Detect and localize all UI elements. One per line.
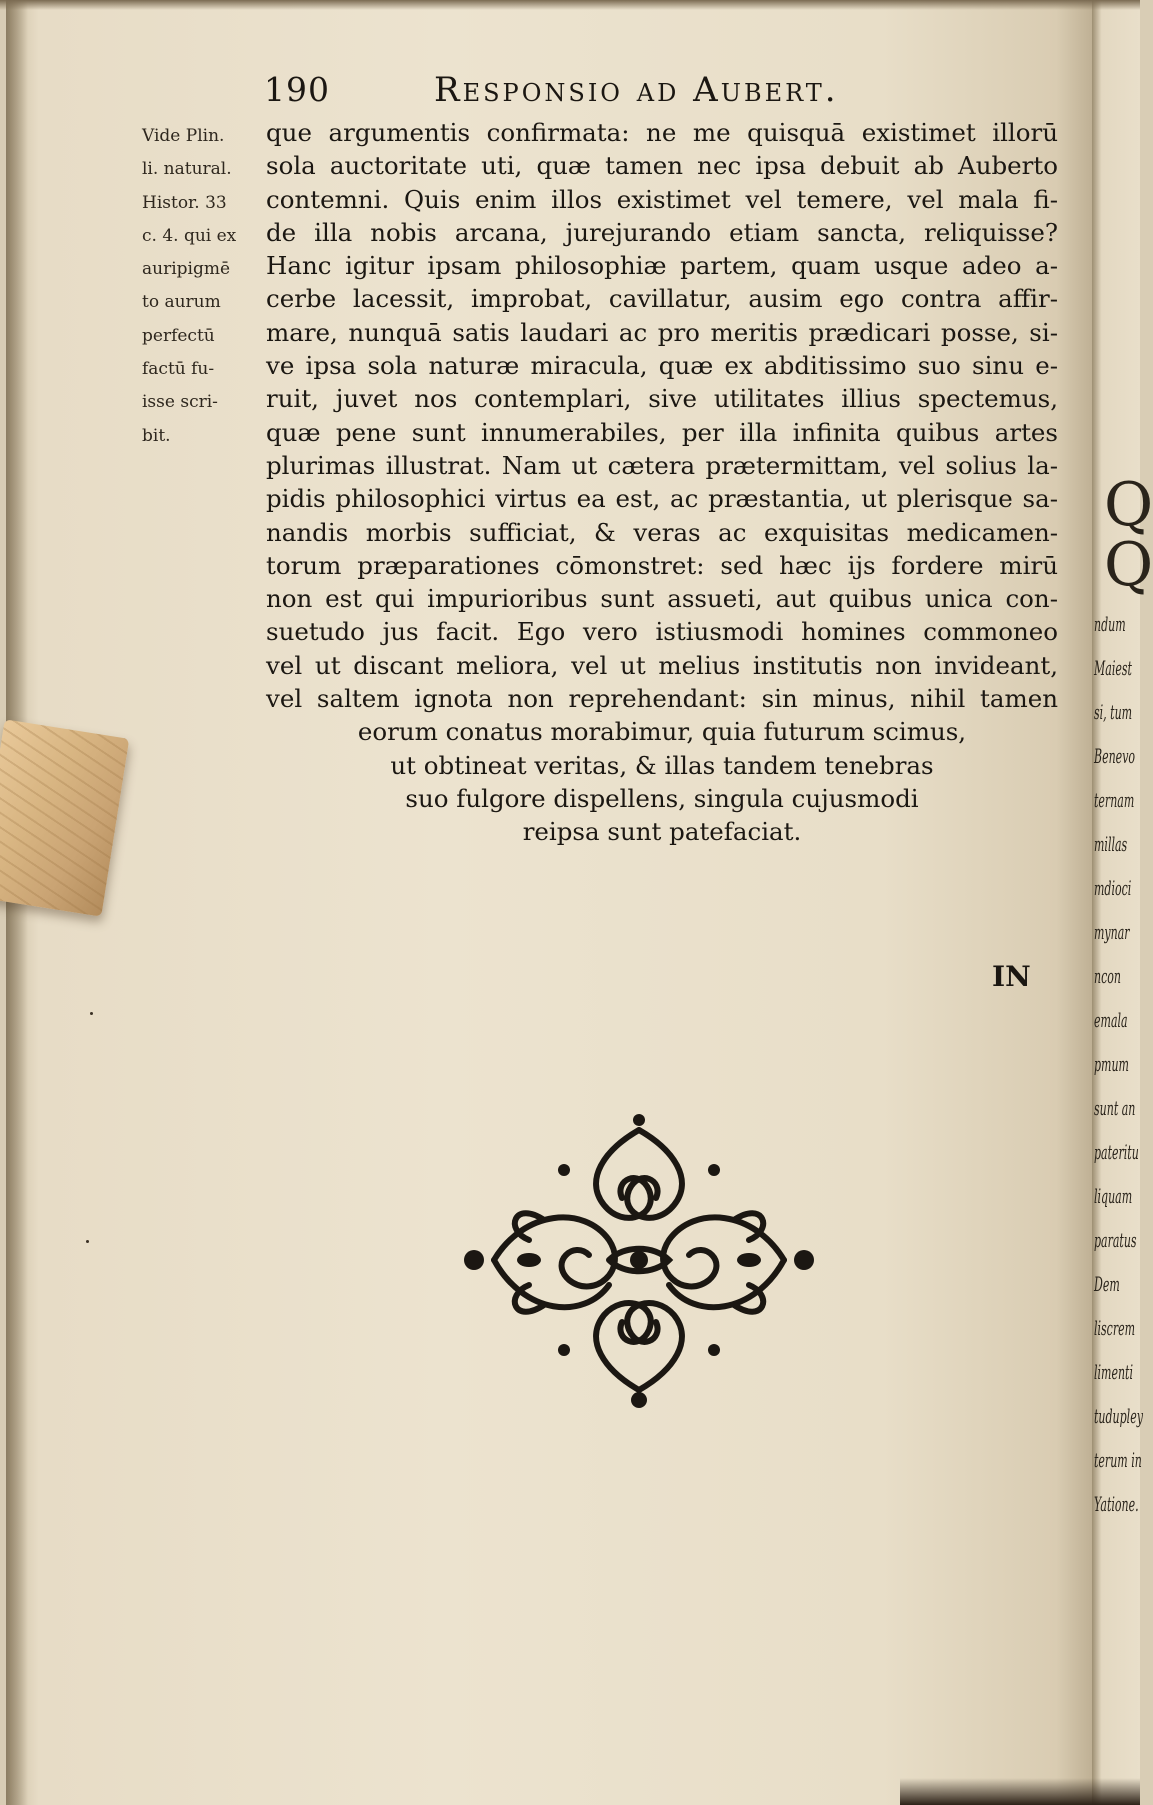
text-line: torum præparationes cōmonstret: sed hæc ijs fordere mirū <box>266 550 1058 580</box>
text-line: Hanc igitur ipsam philosophiæ partem, quam usque adeo a- <box>266 251 1058 281</box>
bottom-shadow <box>900 1778 1140 1805</box>
margin-note-line: bit. <box>142 425 171 446</box>
catchword: IN <box>992 960 1031 993</box>
facing-fragment: sunt an <box>1094 1096 1136 1120</box>
taper-line: reipsa sunt patefaciat. <box>522 817 802 847</box>
facing-fragment: Dem <box>1094 1272 1120 1296</box>
text-line: contemni. Quis enim illos existimet vel temere, vel mala fi- <box>266 184 1058 214</box>
facing-fragment: Maiest <box>1094 656 1132 680</box>
margin-note-line: isse scri- <box>142 392 218 413</box>
ink-speck <box>86 1240 89 1243</box>
facing-fragment: ternam <box>1094 788 1135 812</box>
text-line: vel ut discant meliora, vel ut melius institutis non invideant, <box>266 650 1058 680</box>
facing-fragment: ndum <box>1094 612 1126 636</box>
facing-fragment: mdioci <box>1094 876 1132 900</box>
facing-fragment: mynar <box>1094 920 1130 944</box>
page-header <box>264 70 1064 116</box>
facing-fragment: millas <box>1094 832 1128 856</box>
facing-fragment: terum in <box>1094 1448 1142 1472</box>
margin-note-line: Vide Plin. <box>142 126 225 146</box>
facing-page-edge <box>1092 0 1140 1805</box>
text-line: suetudo jus facit. Ego vero istiusmodi homines commoneo <box>266 617 1058 647</box>
margin-note-line: c. 4. qui ex <box>142 225 237 246</box>
facing-fragment: Yatione. <box>1094 1492 1139 1516</box>
margin-note-line: auripigmē <box>142 259 231 280</box>
text-line: mare, nunquā satis laudari ac pro meritis prædicari posse, si- <box>266 317 1058 347</box>
top-shadow <box>0 0 1140 10</box>
ink-speck <box>90 1012 93 1015</box>
margin-note-line: li. natural. <box>142 159 232 180</box>
body-text <box>266 116 1058 849</box>
taper-line: suo fulgore dispellens, singula cujusmodi <box>405 783 919 813</box>
text-line: ve ipsa sola naturæ miracula, quæ ex abditissimo suo sinu e- <box>266 351 1058 381</box>
margin-note-line: Histor. 33 <box>142 192 227 213</box>
text-line: quæ pene sunt innumerabiles, per illa infinita quibus artes <box>266 417 1058 447</box>
text-line: que argumentis confirmata: ne me quisquā existimet illorū <box>266 118 1058 147</box>
margin-note-line: factū fu- <box>142 359 215 380</box>
facing-fragment: ncon <box>1094 964 1121 988</box>
margin-note-line: perfectū <box>142 325 215 346</box>
text-line: ruit, juvet nos contemplari, sive utilitates illius spectemus, <box>266 384 1058 414</box>
facing-fragment: Benevo <box>1094 744 1136 768</box>
text-line: sola auctoritate uti, quæ tamen nec ipsa debuit ab Auberto <box>266 151 1058 181</box>
text-line: nandis morbis sufficiat, & veras ac exquisitas medicamen- <box>266 517 1058 547</box>
facing-fragment: pateritu <box>1094 1140 1139 1164</box>
text-line: plurimas illustrat. Nam ut cætera prætermittam, vel solius la- <box>266 450 1058 480</box>
taper-line: eorum conatus morabimur, quia futurum scimus, <box>357 717 967 747</box>
facing-fragment: si, tum <box>1094 700 1133 724</box>
facing-fragment: paratus <box>1094 1228 1137 1252</box>
margin-note <box>142 120 260 453</box>
facing-fragment: pmum <box>1094 1052 1129 1076</box>
text-line: non est qui impurioribus sunt assueti, aut quibus unica con- <box>266 584 1058 614</box>
facing-fragment: liquam <box>1094 1184 1133 1208</box>
text-line: cerbe lacessit, improbat, cavillatur, ausim ego contra affir- <box>266 284 1058 314</box>
facing-initial: Q <box>1104 470 1153 540</box>
text-line: vel saltem ignota non reprehendant: sin minus, nihil tamen <box>266 684 1058 714</box>
taper-line: ut obtineat veritas, & illas tandem tenebras <box>390 750 934 780</box>
facing-fragment: emala <box>1094 1008 1128 1032</box>
text-line: de illa nobis arcana, jurejurando etiam sancta, reliquisse? <box>266 217 1058 247</box>
facing-fragment: limenti <box>1094 1360 1134 1384</box>
page-number: 190 <box>264 70 330 109</box>
running-title: Responsio ad Aubert. <box>434 70 839 110</box>
printers-ornament <box>434 1110 844 1410</box>
text-line: pidis philosophici virtus ea est, ac præstantia, ut plerisque sa- <box>266 484 1058 514</box>
book-page <box>6 0 1100 1805</box>
facing-fragment: tudupley <box>1094 1404 1143 1428</box>
facing-fragment: liscrem <box>1094 1316 1136 1340</box>
facing-initial: Q <box>1104 530 1153 600</box>
margin-note-line: to aurum <box>142 292 221 313</box>
